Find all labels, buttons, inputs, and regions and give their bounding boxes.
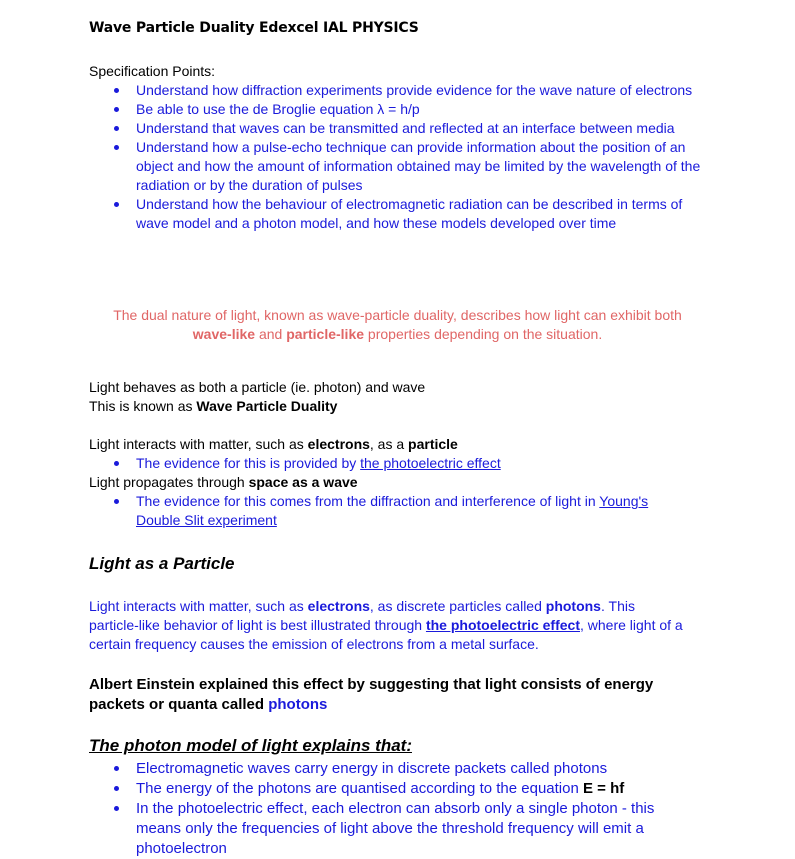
photon-model-point: Electromagnetic waves carry energy in discrete packets called photons <box>89 759 729 779</box>
evidence-item: The evidence for this comes from the diffraction and interference of light in Young's Double Slit experiment <box>89 492 729 530</box>
section-heading-photon-model: The photon model of light explains that: <box>89 736 412 755</box>
photon-model-list <box>89 759 729 859</box>
photon-model-point: The energy of the photons are quantised according to the equation E = hf <box>89 779 729 799</box>
duality-callout: The dual nature of light, known as wave-particle duality, describes how light can exhibit both wave-like and particle-like properties depending on the situation. <box>113 307 682 342</box>
photoelectric-effect-link-bold[interactable]: the photoelectric effect <box>425 617 580 633</box>
photoelectric-effect-link[interactable]: the photoelectric effect <box>360 455 501 471</box>
spec-point: Understand that waves can be transmitted and reflected at an interface between media <box>89 119 729 138</box>
double-slit-link[interactable]: Double Slit experiment <box>136 512 277 528</box>
wave-like-term: wave-like <box>192 326 256 342</box>
interacts-section: Light interacts with matter, such as electrons, as a particle The evidence for this is provided by the photoelectric effect Light propagates through space as a wave The evidence for this comes from the diffraction and interference of light in Young's Double Slit experiment <box>89 435 729 530</box>
youngs-link[interactable]: Young's <box>599 493 649 509</box>
spec-heading: Specification Points: <box>89 63 216 79</box>
particle-paragraph: Light interacts with matter, such as electrons, as discrete particles called photons. This particle-like behavior of light is best illustrated through the photoelectric effect, where light of a certain frequency causes the emission of electrons from a metal surface. <box>89 598 683 652</box>
spec-point: Be able to use the de Broglie equation λ = h/p <box>89 100 729 119</box>
document-title: Wave Particle Duality Edexcel IAL PHYSICS <box>89 20 419 36</box>
spec-list <box>89 81 729 233</box>
section-heading-particle: Light as a Particle <box>89 554 235 573</box>
evidence-item: The evidence for this is provided by the photoelectric effect <box>89 454 729 473</box>
spec-point: Understand how diffraction experiments provide evidence for the wave nature of electrons <box>89 81 696 100</box>
particle-like-term: particle-like <box>286 326 365 342</box>
einstein-paragraph: Albert Einstein explained this effect by suggesting that light consists of energy packets or quanta called photons <box>89 676 654 713</box>
intro-text: Light behaves as both a particle (ie. photon) and wave This is known as Wave Particle Duality <box>89 379 426 414</box>
spec-point: Understand how the behaviour of electromagnetic radiation can be described in terms of wave model and a photon model, and how these models developed over time <box>89 195 706 233</box>
photon-model-point: In the photoelectric effect, each electron can absorb only a single photon - this means only the frequencies of light above the threshold frequency will emit a photoelectron <box>89 799 729 859</box>
spec-point: Understand how a pulse-echo technique can provide information about the position of an object and how the amount of information obtained may be limited by the wavelength of the radiation or by the duration of pulses <box>89 138 706 195</box>
